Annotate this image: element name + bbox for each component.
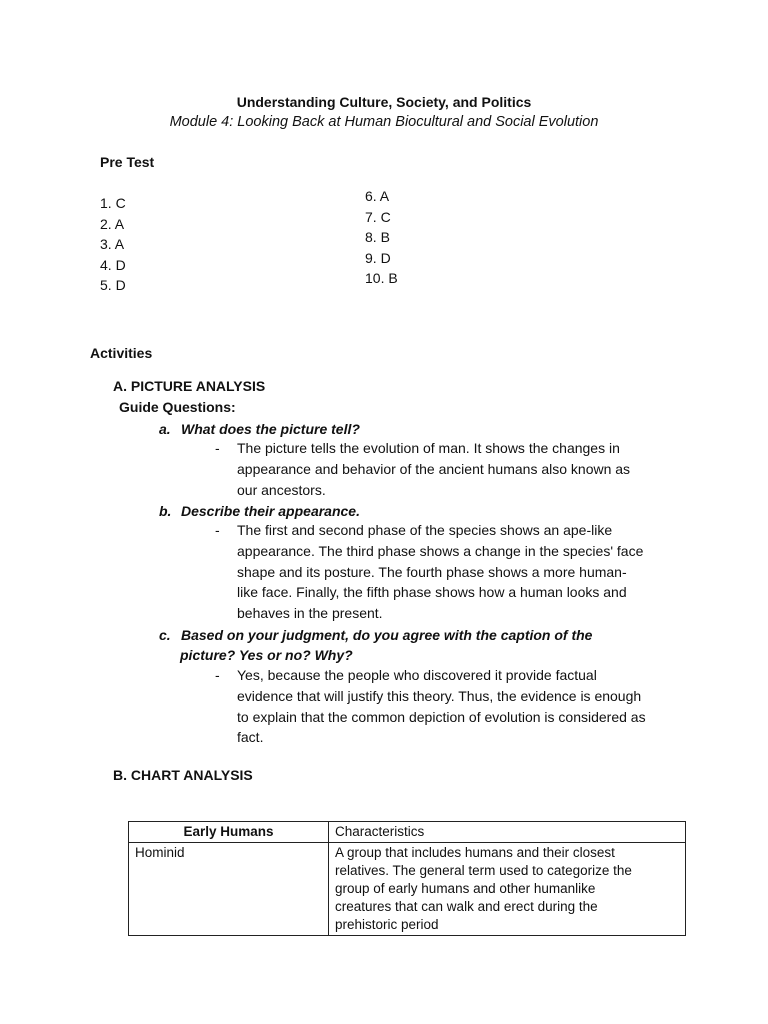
chart-analysis-table <box>128 821 686 936</box>
column-header-characteristics: Characteristics <box>329 822 686 843</box>
question-c-label: c. <box>159 627 171 643</box>
pretest-answer: 4. D <box>100 256 126 273</box>
answer-line: shape and its posture. The fourth phase shows a more human- <box>237 563 627 580</box>
column-header-early-humans: Early Humans <box>129 822 329 843</box>
answer-line: The picture tells the evolution of man. It shows the changes in <box>237 440 620 456</box>
question-c-text-line-2: picture? Yes or no? Why? <box>180 647 353 663</box>
pretest-answer: 2. A <box>100 215 125 232</box>
pretest-answer: 7. C <box>365 208 391 225</box>
pretest-answers-right <box>365 186 398 289</box>
pretest-answer: 3. A <box>100 236 125 252</box>
table-header-row <box>129 822 686 843</box>
activities-heading: Activities <box>90 345 153 361</box>
question-a-text: What does the picture tell? <box>181 421 360 437</box>
answer-b <box>237 520 643 624</box>
question-b-text: Describe their appearance. <box>181 503 360 519</box>
answer-line: like face. Finally, the fifth phase shows how a human looks and <box>237 584 627 601</box>
answer-line: behaves in the present. <box>237 605 383 622</box>
pretest-answer: 8. B <box>365 229 390 245</box>
picture-analysis-heading: A. PICTURE ANALYSIS <box>113 378 266 394</box>
answer-a <box>237 438 630 500</box>
guide-questions-label: Guide Questions: <box>119 399 236 415</box>
cell-line: creatures that can walk and erect during the <box>335 899 598 914</box>
document-title: Understanding Culture, Society, and Politics <box>236 94 532 110</box>
answer-line: appearance and behavior of the ancient humans also known as <box>237 460 631 477</box>
pretest-answers-left <box>100 193 126 296</box>
answer-line: appearance. The third phase shows a change in the species' face <box>237 542 644 559</box>
question-b-label: b. <box>159 503 172 519</box>
answer-line: to explain that the common depiction of evolution is considered as <box>237 708 646 725</box>
pretest-answer: 1. C <box>100 195 126 211</box>
answer-line: The first and second phase of the species shows an ape-like <box>237 522 613 538</box>
chart-analysis-heading: B. CHART ANALYSIS <box>113 767 253 783</box>
answer-a-bullet: - <box>215 440 220 456</box>
cell-line: prehistoric period <box>335 917 439 932</box>
question-a-label: a. <box>159 421 171 437</box>
answer-b-bullet: - <box>215 522 220 538</box>
pretest-answer: 9. D <box>365 249 391 266</box>
answer-c <box>237 665 646 748</box>
pretest-answer: 10. B <box>365 270 398 286</box>
answer-c-bullet: - <box>215 667 220 683</box>
table-row <box>129 843 686 936</box>
question-c-text-line-1: Based on your judgment, do you agree with the caption of the <box>181 627 593 643</box>
table-cell-term: Hominid <box>129 843 329 936</box>
answer-line: evidence that will justify this theory. Thus, the evidence is enough <box>237 687 642 704</box>
document-subtitle: Module 4: Looking Back at Human Biocultural and Social Evolution <box>169 114 599 130</box>
cell-line: group of early humans and other humanlike <box>335 881 596 896</box>
answer-line: Yes, because the people who discovered it provide factual <box>237 667 597 683</box>
answer-line: our ancestors. <box>237 481 326 498</box>
pretest-answer: 6. A <box>365 188 390 204</box>
table-cell-characteristics <box>329 843 686 936</box>
answer-line: fact. <box>237 729 264 746</box>
pretest-answer: 5. D <box>100 277 126 293</box>
cell-line: relatives. The general term used to categorize the <box>335 863 632 878</box>
pretest-heading: Pre Test <box>100 154 155 170</box>
cell-line: A group that includes humans and their closest <box>335 845 615 860</box>
